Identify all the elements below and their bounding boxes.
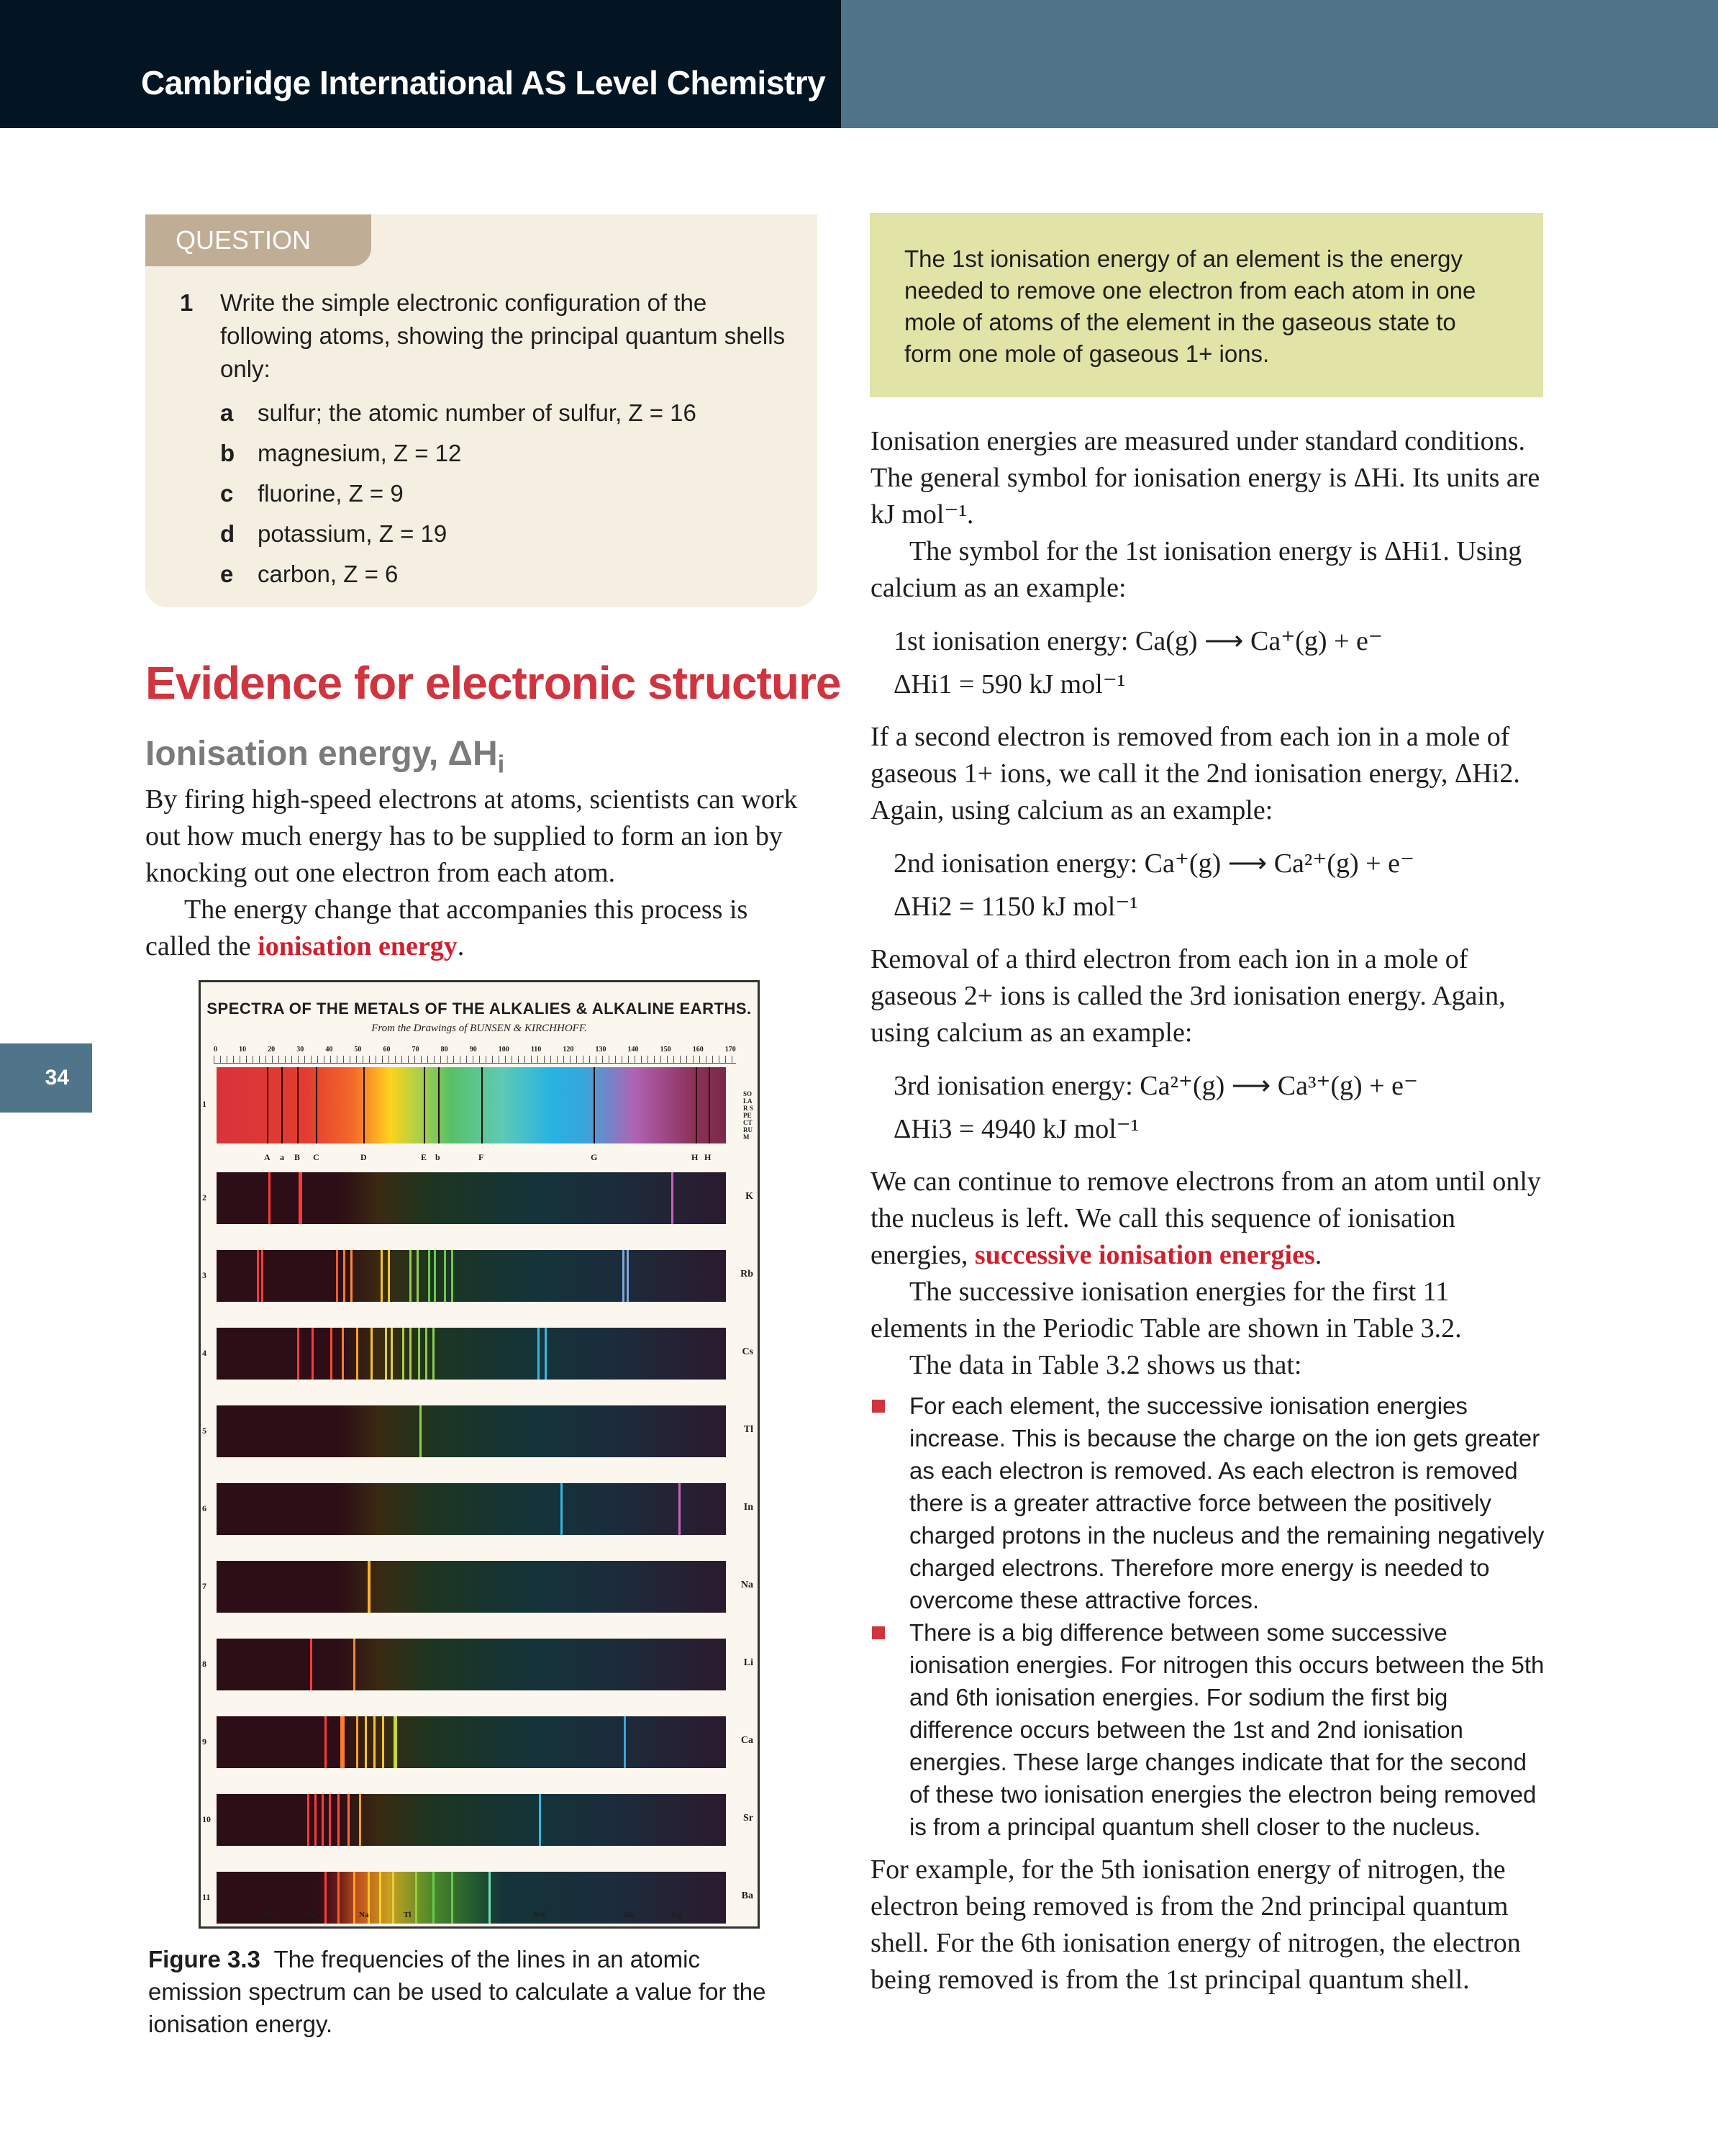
equation-block-2	[871, 842, 1547, 928]
band-number: 9	[202, 1736, 206, 1747]
absorption-line	[424, 1067, 425, 1143]
spectrum-band-li	[217, 1639, 726, 1690]
emission-line	[299, 1172, 302, 1224]
emission-line	[388, 1250, 390, 1302]
tick: 70	[412, 1046, 419, 1054]
band-element: Sr	[743, 1813, 753, 1824]
emission-line	[347, 1794, 350, 1846]
emission-line	[359, 1794, 361, 1846]
absorption-line	[267, 1067, 268, 1143]
spectrum-band-in	[217, 1483, 726, 1535]
emission-line	[425, 1328, 427, 1380]
emission-line	[337, 1872, 340, 1924]
question-box	[145, 214, 817, 607]
fraunhofer-labels	[217, 1152, 726, 1167]
absorption-line	[297, 1067, 299, 1143]
emission-line	[322, 1794, 324, 1846]
fraunhofer-label: H	[691, 1152, 699, 1162]
emission-line	[560, 1483, 563, 1535]
emission-line	[353, 1639, 355, 1690]
tick: 0	[214, 1046, 217, 1054]
paragraph: The symbol for the 1st ionisation energy is ΔHi1. Using calcium as an example:	[871, 536, 1522, 603]
question-tab: QUESTION	[145, 214, 371, 266]
caption-label: Figure 3.3	[148, 1946, 260, 1972]
book-title: Cambridge International AS Level Chemistry	[141, 64, 826, 101]
emission-line	[432, 1328, 435, 1380]
line-label: Rb	[624, 1911, 635, 1919]
part-text: potassium, Z = 19	[258, 520, 447, 547]
band-number: 1	[202, 1099, 206, 1109]
bullet-text: There is a big difference between some successive ionisation energies. For nitrogen this occurs between the 5th and 6th ionisation energies. For sodium the first big difference occurs between the 1st and 2nd ionisation energies. These large changes indicate that for the second of these two ionisation energies the electron being removed is from a principal quantum shell closer to the nucleus.	[909, 1619, 1545, 1840]
tick: 160	[692, 1046, 704, 1054]
emission-line	[268, 1172, 271, 1224]
fraunhofer-label: E	[421, 1152, 427, 1162]
equation-value: ΔHi1 = 590 kJ mol⁻¹	[894, 669, 1126, 699]
emission-line	[297, 1328, 299, 1380]
page-number: 34	[0, 1043, 92, 1113]
line-label: Kβ	[671, 1911, 682, 1919]
line-label: Kα	[264, 1911, 275, 1919]
emission-line	[539, 1794, 541, 1846]
header-blue-panel	[841, 0, 1718, 128]
emission-line	[314, 1794, 317, 1846]
text: .	[1314, 1240, 1322, 1270]
text: .	[457, 931, 465, 961]
absorption-line	[281, 1067, 283, 1143]
emission-line	[340, 1716, 345, 1768]
spectrum-band-k	[217, 1172, 726, 1224]
paragraph: For example, for the 5th ionisation energy of nitrogen, the electron being removed is from the 2nd principal quantum shell. For the 6th ionisation energy of nitrogen, the electron being removed is from the 1st principal quantum shell.	[871, 1854, 1521, 1995]
paragraph: Removal of a third electron from each ion in a mole of gaseous 2+ ions is called the 3rd ionisation energy. Again, using calcium as an example:	[871, 944, 1506, 1048]
band-element: Ba	[741, 1890, 753, 1901]
emission-line	[545, 1328, 547, 1380]
emission-line	[368, 1561, 371, 1613]
tick: 150	[660, 1046, 671, 1054]
absorption-line	[594, 1067, 595, 1143]
emission-line	[330, 1328, 332, 1380]
tick: 30	[296, 1046, 304, 1054]
question-part	[220, 514, 796, 554]
question-part	[220, 433, 796, 474]
tick: 90	[469, 1046, 477, 1054]
equation-block-1	[871, 620, 1547, 706]
spectra-figure	[199, 980, 760, 1929]
bullet-item	[871, 1390, 1547, 1616]
band-element: Rb	[740, 1269, 753, 1279]
part-label: d	[220, 520, 235, 547]
emission-line	[336, 1250, 338, 1302]
figure-caption	[148, 1943, 796, 2040]
emission-line	[415, 1872, 417, 1924]
emission-line	[385, 1328, 387, 1380]
question-parts	[220, 393, 796, 594]
band-element: Cs	[742, 1346, 753, 1357]
subheading-subscript: i	[497, 751, 505, 779]
emission-line	[402, 1328, 404, 1380]
band-number: 2	[202, 1192, 206, 1202]
equation: 2nd ionisation energy: Ca⁺(g) ⟶ Ca²⁺(g) + e⁻	[894, 848, 1415, 879]
emission-line	[307, 1794, 309, 1846]
absorption-line	[316, 1067, 317, 1143]
left-body-text	[145, 782, 807, 965]
fraunhofer-label: A	[264, 1152, 271, 1162]
emission-line	[488, 1872, 491, 1924]
wavelength-scale	[214, 1046, 736, 1063]
question-text: Write the simple electronic configuration of the following atoms, showing the principal quantum shells only:	[220, 289, 786, 382]
emission-line	[356, 1328, 358, 1380]
absorption-line	[696, 1067, 697, 1143]
paragraph: The successive ionisation energies for the first 11 elements in the Periodic Table are shown in Table 3.2.	[871, 1277, 1462, 1344]
emission-line	[310, 1639, 312, 1690]
absorption-line	[709, 1067, 710, 1143]
fraunhofer-label: F	[478, 1152, 484, 1162]
equation: 3rd ionisation energy: Ca²⁺(g) ⟶ Ca³⁺(g) + e⁻	[894, 1071, 1419, 1101]
emission-line	[391, 1328, 393, 1380]
band-element: Ca	[740, 1735, 753, 1746]
line-label: Srδ	[533, 1911, 545, 1919]
fraunhofer-label: D	[360, 1152, 367, 1162]
equation-value: ΔHi3 = 4940 kJ mol⁻¹	[894, 1114, 1140, 1144]
emission-line	[419, 1405, 422, 1457]
band-number: 5	[202, 1426, 206, 1436]
key-term: successive ionisation energies	[974, 1240, 1315, 1270]
bullet-list	[871, 1390, 1547, 1843]
subsection-heading	[145, 734, 504, 779]
emission-line	[537, 1328, 540, 1380]
emission-line	[622, 1250, 624, 1302]
fraunhofer-label: b	[435, 1152, 440, 1162]
emission-line	[394, 1716, 397, 1768]
emission-line	[257, 1250, 259, 1302]
emission-line	[365, 1716, 367, 1768]
part-label: c	[220, 480, 234, 507]
emission-line	[343, 1250, 345, 1302]
spectrum-band-cs	[217, 1328, 726, 1380]
paragraph: If a second electron is removed from each ion in a mole of gaseous 1+ ions, we call it the 2nd ionisation energy, ΔHi2. Again, using calcium as an example:	[871, 722, 1520, 825]
question-part	[220, 554, 796, 594]
emission-line	[418, 1328, 420, 1380]
tick: 110	[530, 1046, 542, 1054]
band-element: Li	[743, 1657, 753, 1668]
tick: 40	[325, 1046, 333, 1054]
emission-line	[371, 1328, 373, 1380]
spectrum-band-ca	[217, 1716, 726, 1768]
figure-subtitle: From the Drawings of BUNSEN & KIRCHHOFF.	[371, 1023, 587, 1034]
emission-line	[451, 1872, 453, 1924]
spectrum-band-tl	[217, 1405, 726, 1457]
line-label: Tl	[404, 1911, 412, 1919]
emission-line	[337, 1794, 340, 1846]
key-term: ionisation energy	[258, 931, 458, 961]
part-text: sulfur; the atomic number of sulfur, Z = 16	[258, 399, 696, 426]
fraunhofer-label: B	[294, 1152, 301, 1162]
emission-line	[329, 1794, 331, 1846]
part-label: b	[220, 440, 235, 466]
emission-line	[417, 1250, 419, 1302]
band-number: 4	[202, 1348, 206, 1358]
paragraph: Ionisation energies are measured under standard conditions. The general symbol for ionisation energy is ΔHi. Its units are kJ mol⁻¹.	[871, 426, 1540, 530]
emission-line	[392, 1872, 394, 1924]
emission-line	[382, 1716, 384, 1768]
scale-numbers	[214, 1046, 736, 1054]
absorption-line	[363, 1067, 365, 1143]
text: The energy change that accompanies this process is called the	[145, 894, 748, 961]
bullet-text: For each element, the successive ionisation energies increase. This is because the charge on the ion gets greater as each electron is removed. As each electron is removed there is a greater attractive force between the positively charged protons in the nucleus and the remaining negatively charged electrons. Therefore more energy is needed to overcome these attractive forces.	[909, 1392, 1545, 1613]
band-number: 6	[202, 1503, 206, 1513]
emission-line	[353, 1872, 355, 1924]
part-text: fluorine, Z = 9	[258, 480, 404, 507]
part-text: carbon, Z = 6	[258, 561, 399, 587]
question-body	[180, 286, 796, 594]
equation-value: ΔHi2 = 1150 kJ mol⁻¹	[894, 892, 1138, 922]
emission-line	[624, 1716, 626, 1768]
scale-ticks	[214, 1056, 736, 1064]
spectrum-band-solar	[217, 1067, 726, 1143]
equation-block-3	[871, 1064, 1547, 1151]
paragraph	[145, 892, 807, 965]
band-number: 3	[202, 1270, 206, 1280]
emission-line	[324, 1716, 327, 1768]
emission-line	[434, 1250, 436, 1302]
part-label: e	[220, 561, 234, 587]
absorption-line	[438, 1067, 440, 1143]
section-heading: Evidence for electronic structure	[145, 657, 841, 709]
emission-line	[381, 1250, 383, 1302]
paragraph: By firing high-speed electrons at atoms, scientists can work out how much energy has to be supplied to form an ion by knocking out one electron from each atom.	[145, 784, 798, 888]
text: We can continue to remove electrons from an atom until only the nucleus is left. We call this sequence of ionisation energies,	[871, 1167, 1541, 1270]
line-label: Liα	[304, 1911, 317, 1919]
tick: 130	[595, 1046, 606, 1054]
right-body-text	[871, 423, 1547, 1998]
emission-line	[373, 1716, 376, 1768]
emission-line	[444, 1250, 446, 1302]
solar-spectrum-label: SOLAR SPECTRUM	[743, 1090, 753, 1141]
fraunhofer-label: H	[704, 1152, 712, 1162]
paragraph	[871, 1164, 1547, 1274]
part-text: magnesium, Z = 12	[258, 440, 462, 466]
caption-text: The frequencies of the lines in an atomic emission spectrum can be used to calculate a value for the ionisation energy.	[148, 1946, 766, 2037]
absorption-line	[481, 1067, 483, 1143]
band-element: Tl	[743, 1424, 753, 1435]
emission-line	[409, 1328, 412, 1380]
question-number: 1	[180, 289, 194, 316]
spectrum-band-na	[217, 1561, 726, 1613]
fraunhofer-label: G	[591, 1152, 598, 1162]
emission-line	[671, 1172, 673, 1224]
definition-box: The 1st ionisation energy of an element is the energy needed to remove one electron from each atom in one mole of atoms of the element in the gaseous state to form one mole of gaseous 1+ ions.	[870, 213, 1543, 397]
emission-line	[428, 1250, 430, 1302]
question-part	[220, 474, 796, 514]
fraunhofer-label: a	[280, 1152, 284, 1162]
tick: 50	[354, 1046, 362, 1054]
tick: 170	[724, 1046, 736, 1054]
emission-line	[342, 1328, 344, 1380]
paragraph: The data in Table 3.2 shows us that:	[909, 1350, 1302, 1380]
emission-line	[627, 1250, 629, 1302]
question-part	[220, 393, 796, 433]
emission-line	[432, 1872, 435, 1924]
spectrum-band-ba	[217, 1872, 726, 1924]
subheading-text: Ionisation energy, ΔH	[145, 735, 498, 773]
band-number: 10	[202, 1814, 211, 1824]
tick: 80	[440, 1046, 448, 1054]
tick: 140	[627, 1046, 639, 1054]
bullet-square-icon	[872, 1626, 885, 1639]
emission-line	[312, 1328, 314, 1380]
bullet-square-icon	[872, 1400, 885, 1413]
fraunhofer-label: C	[313, 1152, 319, 1162]
spectrum-band-rb	[217, 1250, 726, 1302]
spectrum-band-sr	[217, 1794, 726, 1846]
emission-line	[678, 1483, 681, 1535]
part-label: a	[220, 399, 234, 426]
tick: 20	[268, 1046, 276, 1054]
emission-line	[451, 1250, 453, 1302]
band-number: 7	[202, 1581, 206, 1591]
emission-line	[409, 1250, 412, 1302]
tick: 100	[498, 1046, 509, 1054]
tick: 10	[239, 1046, 247, 1054]
line-label: Na	[359, 1911, 369, 1919]
emission-line	[261, 1250, 263, 1302]
figure-title: SPECTRA OF THE METALS OF THE ALKALIES & ALKALINE EARTHS.	[206, 1000, 752, 1018]
band-number: 11	[202, 1892, 211, 1902]
tick: 60	[383, 1046, 391, 1054]
equation: 1st ionisation energy: Ca(g) ⟶ Ca⁺(g) + e⁻	[894, 626, 1383, 656]
band-element: In	[743, 1502, 753, 1513]
emission-line	[324, 1872, 327, 1924]
band-element: K	[745, 1191, 753, 1202]
emission-line	[356, 1716, 358, 1768]
band-element: Na	[740, 1580, 753, 1590]
tick: 120	[563, 1046, 574, 1054]
emission-line	[379, 1872, 381, 1924]
bullet-item	[871, 1616, 1547, 1843]
band-number: 8	[202, 1659, 206, 1669]
emission-line	[350, 1250, 353, 1302]
